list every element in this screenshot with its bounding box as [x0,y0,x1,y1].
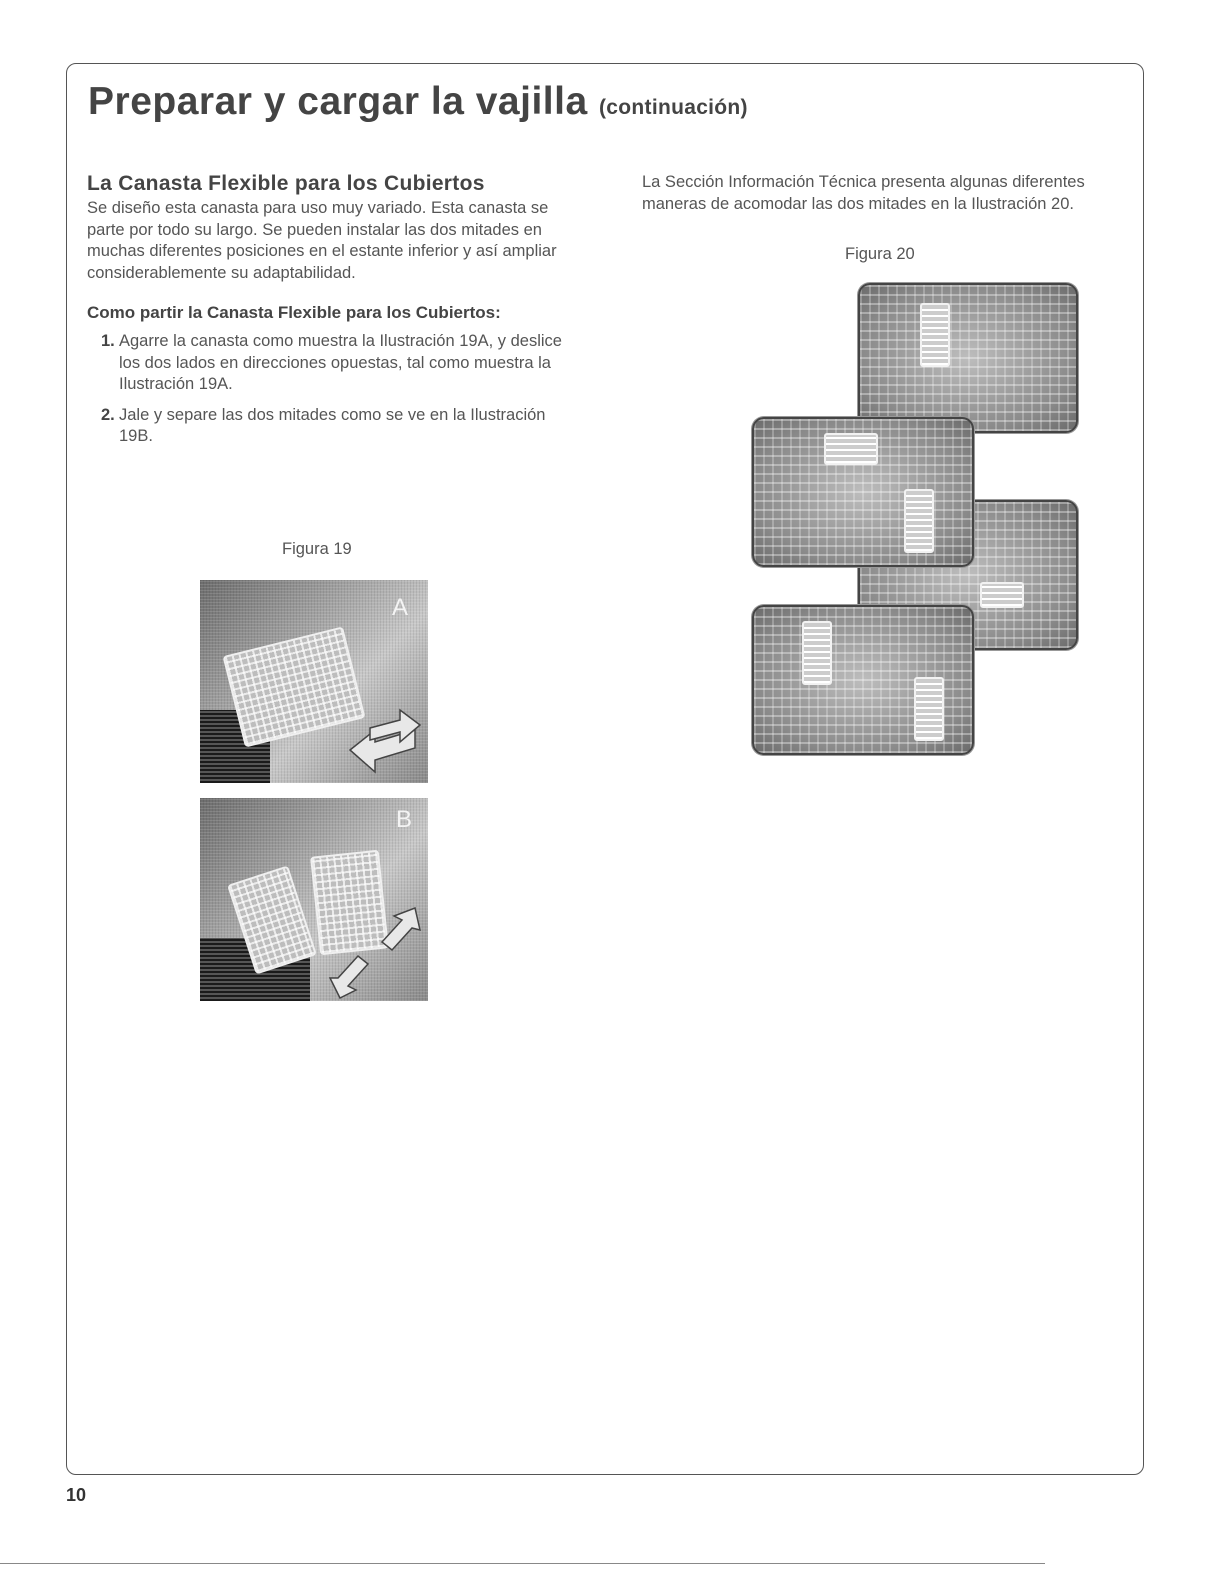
section-title: La Canasta Flexible para los Cubiertos [87,172,485,195]
rack-photo-1 [858,283,1078,433]
figure-19-caption: Figura 19 [282,540,352,558]
rack-photo-2 [752,417,974,567]
figure-19a-photo [200,580,428,783]
step-item [87,331,577,396]
photo-b-label: B [396,806,413,833]
separate-arrows-icon [320,898,428,1001]
instructions-heading: Como partir la Canasta Flexible para los Cubiertos: [87,303,501,322]
right-column [642,172,1132,215]
step-number: 1. [101,332,115,350]
bottom-rule [0,1563,1045,1564]
page-title-subtitle: (continuación) [599,96,748,119]
step-text: Jale y separe las dos mitades como se ve en la Ilustración 19B. [119,405,546,445]
figure-19b-photo [200,798,428,1001]
page-number: 10 [66,1485,87,1505]
step-item [87,405,577,448]
slide-arrows-icon [340,700,428,780]
page-title-main: Preparar y cargar la vajilla [88,80,588,123]
left-column [87,172,577,457]
figure-20-caption: Figura 20 [845,245,915,263]
photo-a-label: A [392,594,409,621]
steps-list [87,331,577,448]
step-text: Agarre la canasta como muestra la Ilustración 19A, y deslice los dos lados en direcciones opuestas, tal como muestra la Ilustración 19A. [119,332,562,393]
page-title [88,80,748,124]
section-intro: Se diseño esta canasta para uso muy variado. Esta canasta se parte por todo su largo. Se pueden instalar las dos mitades en muchas diferentes posiciones en el estante inferior y así ampliar considerablemente su adaptabilidad. [87,199,557,282]
step-number: 2. [101,405,115,424]
technical-info-intro: La Sección Información Técnica presenta algunas diferentes maneras de acomodar las dos mitades en la Ilustración 20. [642,173,1085,213]
rack-photo-4 [752,605,974,755]
